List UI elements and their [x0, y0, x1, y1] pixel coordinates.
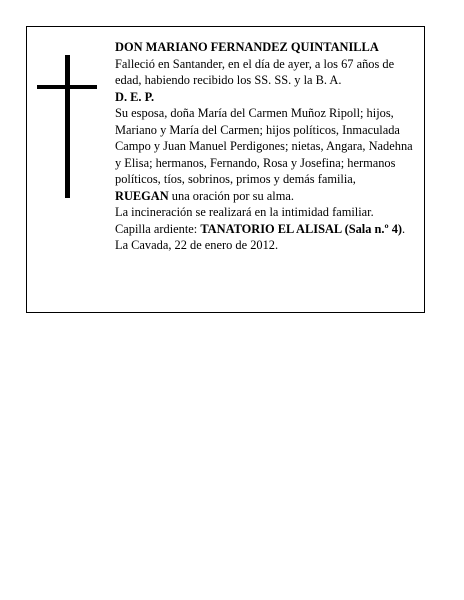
cross-vertical-bar [65, 55, 70, 198]
death-notice: Falleció en Santander, en el día de ayer, a los 67 años de edad, habiendo recibido los SS. SS. y la B. A. [115, 56, 395, 87]
chapel-end: . [402, 221, 406, 236]
request-verb: RUEGAN [115, 188, 169, 203]
prayer-request [115, 188, 417, 205]
cross-horizontal-bar [37, 85, 97, 89]
chapel-label: Capilla ardiente: [115, 221, 201, 236]
deceased-name: DON MARIANO FERNANDEZ QUINTANILLA [115, 40, 379, 54]
chapel-name: TANATORIO EL ALISAL (Sala n.º 4) [200, 221, 403, 236]
rip-line: D. E. P. [115, 89, 155, 104]
place-date: La Cavada, 22 de enero de 2012. [115, 238, 279, 252]
family-list: Su esposa, doña María del Carmen Muñoz Ripoll; hijos, Mariano y María del Carmen; hijos políticos, Inmaculada Campo y Juan Manuel Perdigones; nietas, Angara, Nadehna y Elisa; hermanos, Fernando, Rosa y Josefina; hermanos políticos, tíos, sobrinos, primos y demás familia, [115, 106, 413, 186]
chapel-info [115, 221, 417, 238]
obituary-notice [26, 26, 425, 313]
request-text: una oración por su alma. [168, 188, 294, 203]
cremation-note: La incineración se realizará en la intimidad familiar. [115, 205, 374, 219]
obituary-text [115, 39, 417, 254]
